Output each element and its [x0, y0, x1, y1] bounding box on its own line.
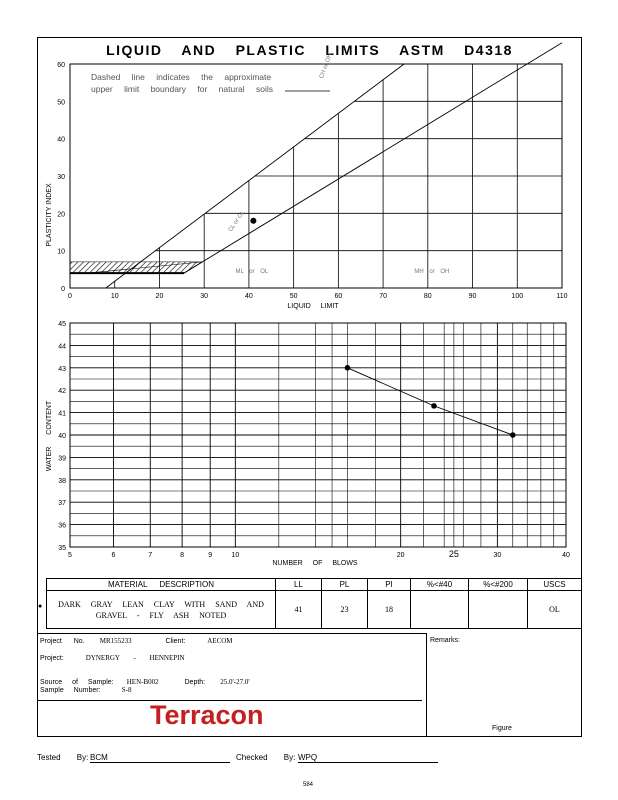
flow-xlabel: NUMBER OF BLOWS: [272, 560, 358, 567]
flow-y-tick: 40: [58, 433, 66, 440]
plasticity-y-tick: 0: [61, 286, 65, 293]
header-p200: %<#200: [469, 579, 528, 591]
tested-by: Tested By:: [37, 753, 89, 762]
header-material: MATERIAL DESCRIPTION: [47, 579, 276, 591]
zone-label: CH or OH: [318, 52, 334, 80]
data-point: [250, 218, 256, 224]
plasticity-x-tick: 10: [110, 293, 119, 300]
plasticity-x-tick: 0: [68, 293, 72, 300]
flow-x-tick: 5: [68, 552, 72, 559]
flow-y-tick: 42: [58, 388, 66, 396]
project-line: Project: DYNERGY - HENNEPIN: [40, 654, 185, 662]
checked-by: Checked By:: [236, 753, 296, 762]
header-p40: %<#40: [411, 579, 469, 591]
flow-x-tick: 10: [231, 552, 240, 559]
zone-label: MH or OH: [414, 269, 450, 276]
flow-x-tick: 40: [562, 552, 570, 559]
plasticity-y-tick: 40: [57, 136, 65, 144]
p200-value: [469, 591, 528, 629]
zone-label: ML or OL: [235, 269, 269, 276]
flow-ylabel: WATER CONTENT: [46, 400, 53, 472]
plasticity-x-tick: 50: [289, 293, 298, 300]
plasticity-y-tick: 50: [57, 99, 65, 107]
plasticity-y-tick: 30: [57, 174, 65, 181]
plasticity-y-tick: 10: [57, 248, 65, 256]
tested-by-value: BCM: [90, 753, 230, 763]
plasticity-x-tick: 60: [334, 293, 343, 300]
note-line-1: Dashed line indicates the approximate: [91, 72, 272, 82]
plasticity-x-tick: 110: [556, 293, 568, 300]
note-line-2: upper limit boundary for natural soils: [91, 84, 274, 94]
flow-y-tick: 41: [58, 410, 66, 418]
flow-x-tick: 30: [493, 552, 502, 559]
header-uscs: USCS: [528, 579, 582, 591]
table-row: [47, 591, 582, 629]
ll-value: 41: [276, 591, 322, 629]
flow-point: [431, 403, 437, 409]
flow-x-tick: 25: [448, 549, 459, 559]
p40-value: [411, 591, 469, 629]
plasticity-ylabel: PLASTICITY INDEX: [46, 183, 53, 247]
row-marker: ●: [38, 603, 43, 610]
pl-value: 23: [322, 591, 368, 629]
flow-x-tick: 8: [180, 552, 185, 559]
zone-label: CL or OL: [227, 209, 247, 234]
checked-by-value: WPQ: [298, 753, 438, 763]
plasticity-x-tick: 100: [511, 293, 524, 300]
header-pi: PI: [368, 579, 411, 591]
figure-label: Figure: [492, 725, 512, 732]
flow-x-tick: 20: [396, 552, 405, 559]
flow-x-tick: 6: [111, 552, 116, 559]
plasticity-x-tick: 80: [423, 293, 432, 300]
plasticity-x-tick: 70: [379, 293, 387, 300]
cl-ml-hatch: [70, 262, 202, 273]
uscs-value: OL: [528, 591, 582, 629]
flow-y-tick: 39: [58, 455, 66, 463]
flow-point: [345, 365, 351, 371]
plasticity-x-tick: 40: [245, 293, 253, 300]
flow-y-tick: 36: [58, 522, 66, 530]
plasticity-xlabel: LIQUID LIMIT: [287, 303, 339, 310]
flow-y-tick: 45: [58, 321, 66, 328]
flow-x-tick: 9: [208, 552, 213, 559]
results-table: [46, 578, 582, 629]
flow-y-tick: 44: [58, 343, 66, 351]
flow-y-tick: 37: [58, 500, 66, 508]
material-description: DARK GRAY LEAN CLAY WITH SAND AND GRAVEL - FLY ASH NOTED: [47, 591, 276, 629]
plasticity-x-tick: 90: [468, 293, 477, 300]
flow-x-tick: 7: [148, 552, 153, 559]
project-no-line: Project No. MR155233 Client: AECOM: [40, 637, 233, 645]
flow-y-tick: 43: [58, 365, 66, 373]
terracon-logo: Terracon: [150, 700, 264, 730]
remarks-label: Remarks:: [430, 637, 460, 644]
plasticity-x-tick: 20: [155, 293, 164, 300]
plasticity-x-tick: 30: [200, 293, 209, 300]
sample-line: Sample Number: S-8: [40, 686, 132, 694]
plasticity-y-tick: 60: [57, 62, 65, 69]
flow-y-tick: 38: [58, 477, 66, 485]
flow-y-tick: 35: [58, 545, 66, 552]
page-number: 584: [303, 782, 314, 788]
plasticity-y-tick: 20: [57, 211, 65, 219]
pi-value: 18: [368, 591, 411, 629]
header-ll: LL: [276, 579, 322, 591]
source-line: Source of Sample: HEN-B002 Depth: 25.0'-27.0': [40, 678, 250, 686]
header-pl: PL: [322, 579, 368, 591]
flow-point: [510, 432, 516, 438]
page-title: LIQUID AND PLASTIC LIMITS ASTM D4318: [106, 42, 513, 58]
